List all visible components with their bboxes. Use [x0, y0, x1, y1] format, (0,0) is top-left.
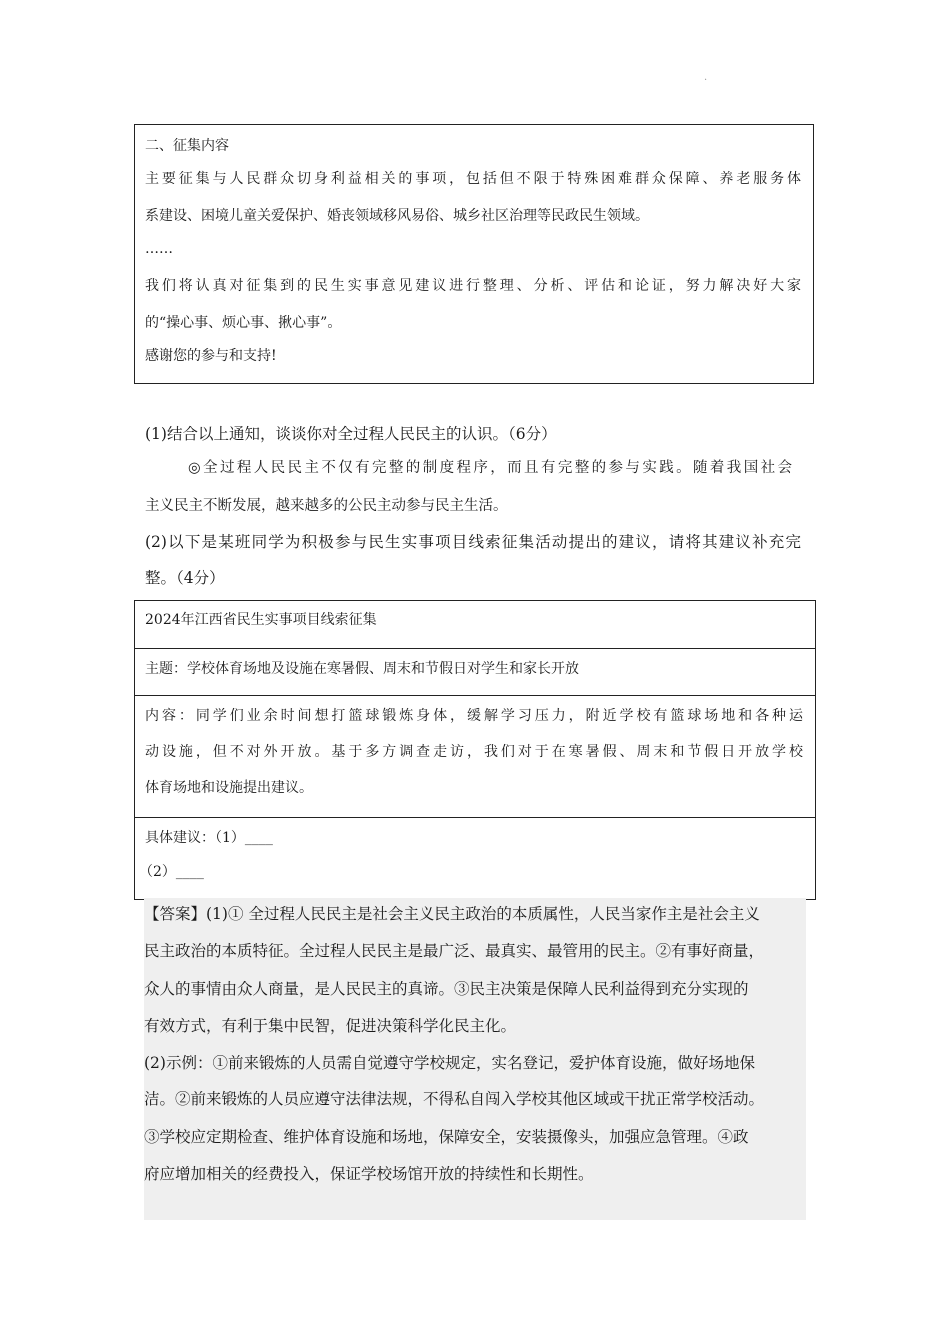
notice-line: 主要征集与人民群众切身利益相关的事项，包括但不限于特殊困难群众保障、养老服务体	[145, 171, 801, 187]
notice-line: 的“操心事、烦心事、揪心事”。	[145, 315, 342, 331]
question-2: (2)以下是某班同学为积极参与民生实事项目线索征集活动提出的建议，请将其建议补充完	[145, 533, 801, 551]
table-theme: 主题：学校体育场地及设施在寒暑假、周末和节假日对学生和家长开放	[145, 661, 579, 677]
table-content-line: 动设施，但不对外开放。基于多方调查走访，我们对于在寒暑假、周末和节假日开放学校	[145, 744, 803, 760]
answer-line: 【答案】(1)① 全过程人民民主是社会主义民主政治的本质属性，人民当家作主是社会主义	[144, 905, 760, 923]
answer-line: 众人的事情由众人商量，是人民民主的真谛。③民主决策是保障人民利益得到充分实现的	[144, 980, 749, 998]
notice-line: 我们将认真对征集到的民生实事意见建议进行整理、分析、评估和论证，努力解决好大家	[145, 278, 801, 294]
question-1-inline-answer: 主义民主不断发展，越来越多的公民主动参与民主生活。	[145, 498, 508, 514]
answer-line: 府应增加相关的经费投入，保证学校场馆开放的持续性和长期性。	[144, 1165, 594, 1183]
table-row-title	[135, 601, 815, 649]
answer-block	[144, 898, 806, 1220]
table-content-line: 内容：同学们业余时间想打篮球锻炼身体，缓解学习压力，附近学校有篮球场地和各种运	[145, 708, 803, 724]
table-row-content	[135, 695, 815, 818]
suggestion-blank-1: 具体建议：（1）____	[145, 830, 273, 846]
suggestion-blank-2: （2）____	[139, 864, 204, 880]
answer-line: ③学校应定期检查、维护体育设施和场地，保障安全，安装摄像头，加强应急管理。④政	[144, 1128, 749, 1146]
table-row-theme	[135, 648, 815, 696]
question-1: (1)结合以上通知，谈谈你对全过程人民民主的认识。（6分）	[145, 425, 557, 443]
table-content-line: 体育场地和设施提出建议。	[145, 780, 313, 796]
table-row-suggestions	[135, 817, 815, 899]
notice-heading: 二、征集内容	[145, 138, 229, 154]
answer-line: 民主政治的本质特征。全过程人民民主是最广泛、最真实、最管用的民主。②有事好商量，	[144, 942, 765, 960]
notice-line: 感谢您的参与和支持!	[145, 348, 277, 364]
notice-line: ……	[145, 241, 173, 257]
notice-box	[134, 124, 814, 384]
question-2: 整。（4分）	[145, 569, 225, 587]
suggestion-table	[134, 600, 816, 900]
answer-line: 有效方式，有利于集中民智，促进决策科学化民主化。	[144, 1017, 517, 1035]
table-title: 2024年江西省民生实事项目线索征集	[145, 612, 377, 628]
answer-line: (2)示例：①前来锻炼的人员需自觉遵守学校规定，实名登记，爱护体育设施，做好场地保	[144, 1054, 755, 1072]
answer-line: 洁。②前来锻炼的人员应遵守法律法规，不得私自闯入学校其他区域或干扰正常学校活动。	[144, 1090, 765, 1108]
notice-line: 系建设、困境儿童关爱保护、婚丧领域移风易俗、城乡社区治理等民政民生领域。	[145, 208, 649, 224]
question-1-inline-answer: ◎全过程人民民主不仅有完整的制度程序，而且有完整的参与实践。随着我国社会	[188, 460, 792, 476]
corner-mark: .	[704, 72, 708, 83]
